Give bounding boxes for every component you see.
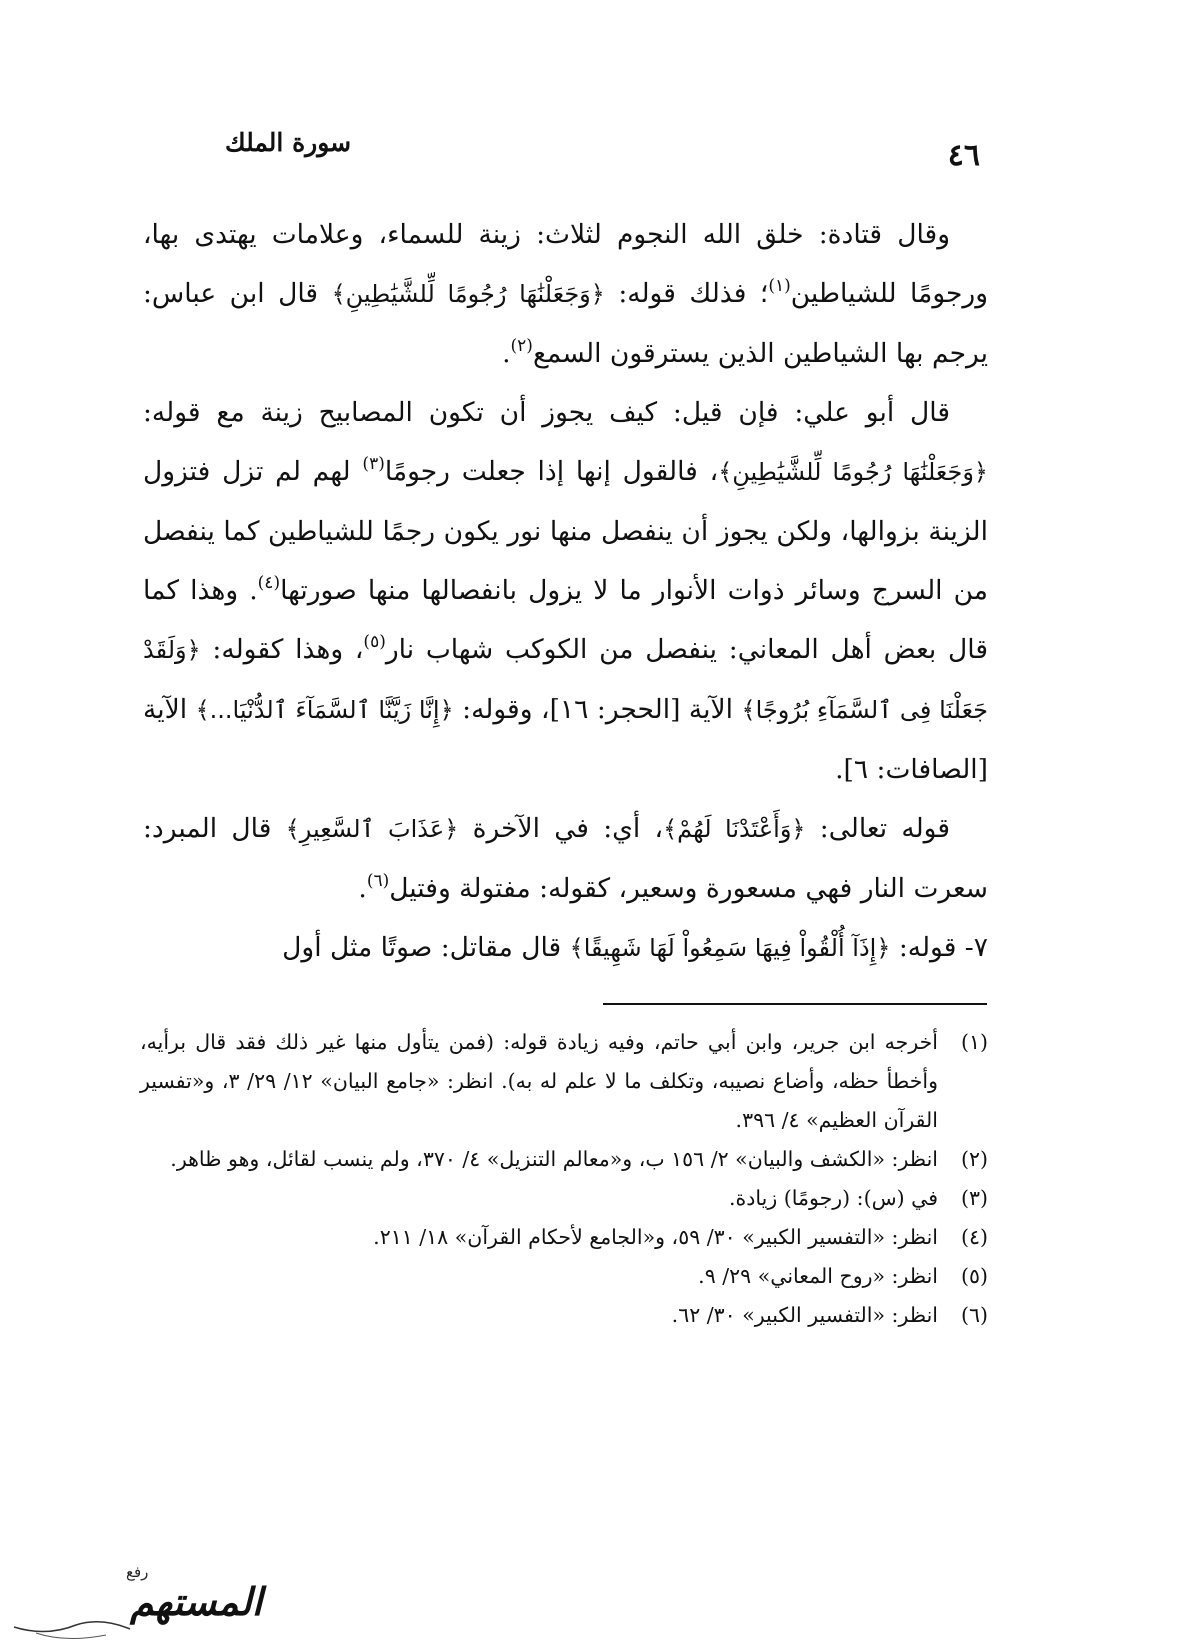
footnote-text: أخرجه ابن جرير، وابن أبي حاتم، وفيه زيادة قوله: (فمن يتأول منها غير ذلك فقد قال برأيه، وأخطأ حظه، وأضاع نصيبه، وتكلف ما لا علم له به). انظر: «جامع البيان» ١٢/ ٢٩/ ٣، و«تفسير القرآن العظيم» ٤/ ٣٩٦. [140, 1030, 938, 1132]
paragraph-verse-7: ٧- قوله: ﴿إِذَآ أُلْقُواْ فِيهَا سَمِعُواْ لَهَا شَهِيقًا﴾ قال مقاتل: صوتًا مثل أول [282, 932, 988, 963]
footnote-number: (٦) [960, 1303, 988, 1327]
logo-main-text: المستهم [130, 1579, 263, 1624]
footnote-number: (١) [960, 1030, 988, 1054]
logo-small-text: رفع [126, 1563, 149, 1581]
quran-verse: ﴿إِنَّا زَيَّنَّا ٱلسَّمَآءَ ٱلدُّنْيَا...﴾ [195, 696, 454, 724]
footnote-text: انظر: «التفسير الكبير» ٣٠/ ٥٩، و«الجامع لأحكام القرآن» ١٨/ ٢١١. [373, 1225, 938, 1249]
page-header [225, 128, 980, 178]
surah-title: سورة الملك [225, 128, 352, 157]
paragraph-abu-ali: قال أبو علي: فإن قيل: كيف يجوز أن تكون المصابيح زينة مع قوله: ﴿وَجَعَلْنَٰهَا رُجُومًا لِّلشَّيَٰطِينِ﴾، فالقول إنها إذا جعلت رجومًا$^{(٣)}$ لهم لم تزل فتزول الزينة بزوالها، ولكن يجوز أن ينفصل منها نور يكون رجمًا للشياطين كما ينفصل من السرج وسائر ذوات الأنوار ما لا يزول بانفصالها منها صورتها$^{(٤)}$. وهذا كما قال بعض أهل المعاني: ينفصل من الكوكب شهاب نار$^{(٥)}$، وهذا كقوله: ﴿وَلَقَدْ جَعَلْنَا فِى ٱلسَّمَآءِ بُرُوجًا﴾ الآية [الحجر: ١٦]، وقوله: ﴿إِنَّا زَيَّنَّا ٱلسَّمَآءَ ٱلدُّنْيَا...﴾ الآية [الصافات: ٦]. [143, 397, 989, 785]
footnote-ref-2[interactable]: (٢) [510, 336, 533, 356]
quran-verse: ﴿وَجَعَلْنَٰهَا رُجُومًا لِّلشَّيَٰطِينِ﴾ [331, 280, 605, 308]
quran-verse: ﴿وَأَعْتَدْنَا لَهُمْ﴾ [663, 815, 806, 843]
footnote-item [140, 1218, 988, 1257]
footnote-item [140, 1179, 988, 1218]
footnote-item [140, 1023, 988, 1140]
footnote-item [140, 1140, 988, 1179]
footnote-text: في (س): (رجومًا) زيادة. [729, 1186, 938, 1210]
footnote-text: انظر: «الكشف والبيان» ٢/ ١٥٦ ب، و«معالم التنزيل» ٤/ ٣٧٠، ولم ينسب لقائل، وهو ظاهر. [170, 1147, 938, 1171]
footnote-number: (٤) [960, 1225, 988, 1249]
footnote-ref-4[interactable]: (٤) [257, 573, 281, 593]
footnote-ref-1[interactable]: (١) [768, 276, 791, 296]
footnote-number: (٥) [960, 1264, 988, 1288]
footnote-item [140, 1296, 988, 1335]
paragraph-verse-explanation: قوله تعالى: ﴿وَأَعْتَدْنَا لَهُمْ﴾، أي: في الآخرة ﴿عَذَابَ ٱلسَّعِيرِ﴾ قال المبرد: سعرت النار فهي مسعورة وسعير، كقوله: مفتولة وفتيل$^{(٦)}$. [143, 813, 988, 904]
footnote-divider [603, 1003, 987, 1005]
footnote-ref-3[interactable]: (٣) [362, 454, 385, 474]
quran-verse: ﴿وَجَعَلْنَٰهَا رُجُومًا لِّلشَّيَٰطِينِ﴾ [718, 458, 988, 486]
page-number: ٤٦ [947, 138, 980, 173]
footnote-text: انظر: «التفسير الكبير» ٣٠/ ٦٢. [671, 1303, 938, 1327]
footnote-number: (٣) [960, 1186, 988, 1210]
footnote-item [140, 1257, 988, 1296]
logo-flourish [14, 1622, 130, 1632]
paragraph-qatada: وقال قتادة: خلق الله النجوم لثلاث: زينة للسماء، وعلامات يهتدى بها، ورجومًا للشياطين$^{(١)}$؛ فذلك قوله: ﴿وَجَعَلْنَٰهَا رُجُومًا لِّلشَّيَٰطِينِ﴾ قال ابن عباس: يرجم بها الشياطين الذين يسترقون السمع$^{(٢)}$. [143, 219, 988, 369]
quran-verse: ﴿عَذَابَ ٱلسَّعِيرِ﴾ [285, 815, 459, 843]
footnote-ref-5[interactable]: (٥) [363, 632, 386, 652]
quran-verse: ﴿وَلَقَدْ جَعَلْنَا فِى ٱلسَّمَآءِ بُرُوجًا﴾ [143, 636, 988, 724]
quran-verse: ﴿إِذَآ أُلْقُواْ فِيهَا سَمِعُواْ لَهَا شَهِيقًا﴾ [569, 934, 891, 962]
footnotes [140, 1023, 988, 1335]
publisher-logo [6, 1555, 263, 1645]
footnote-text: انظر: «روح المعاني» ٢٩/ ٩. [698, 1264, 938, 1288]
logo-flourish [36, 1633, 106, 1639]
footnote-number: (٢) [960, 1147, 988, 1171]
main-text [143, 205, 988, 978]
footnote-ref-6[interactable]: (٦) [366, 871, 390, 891]
